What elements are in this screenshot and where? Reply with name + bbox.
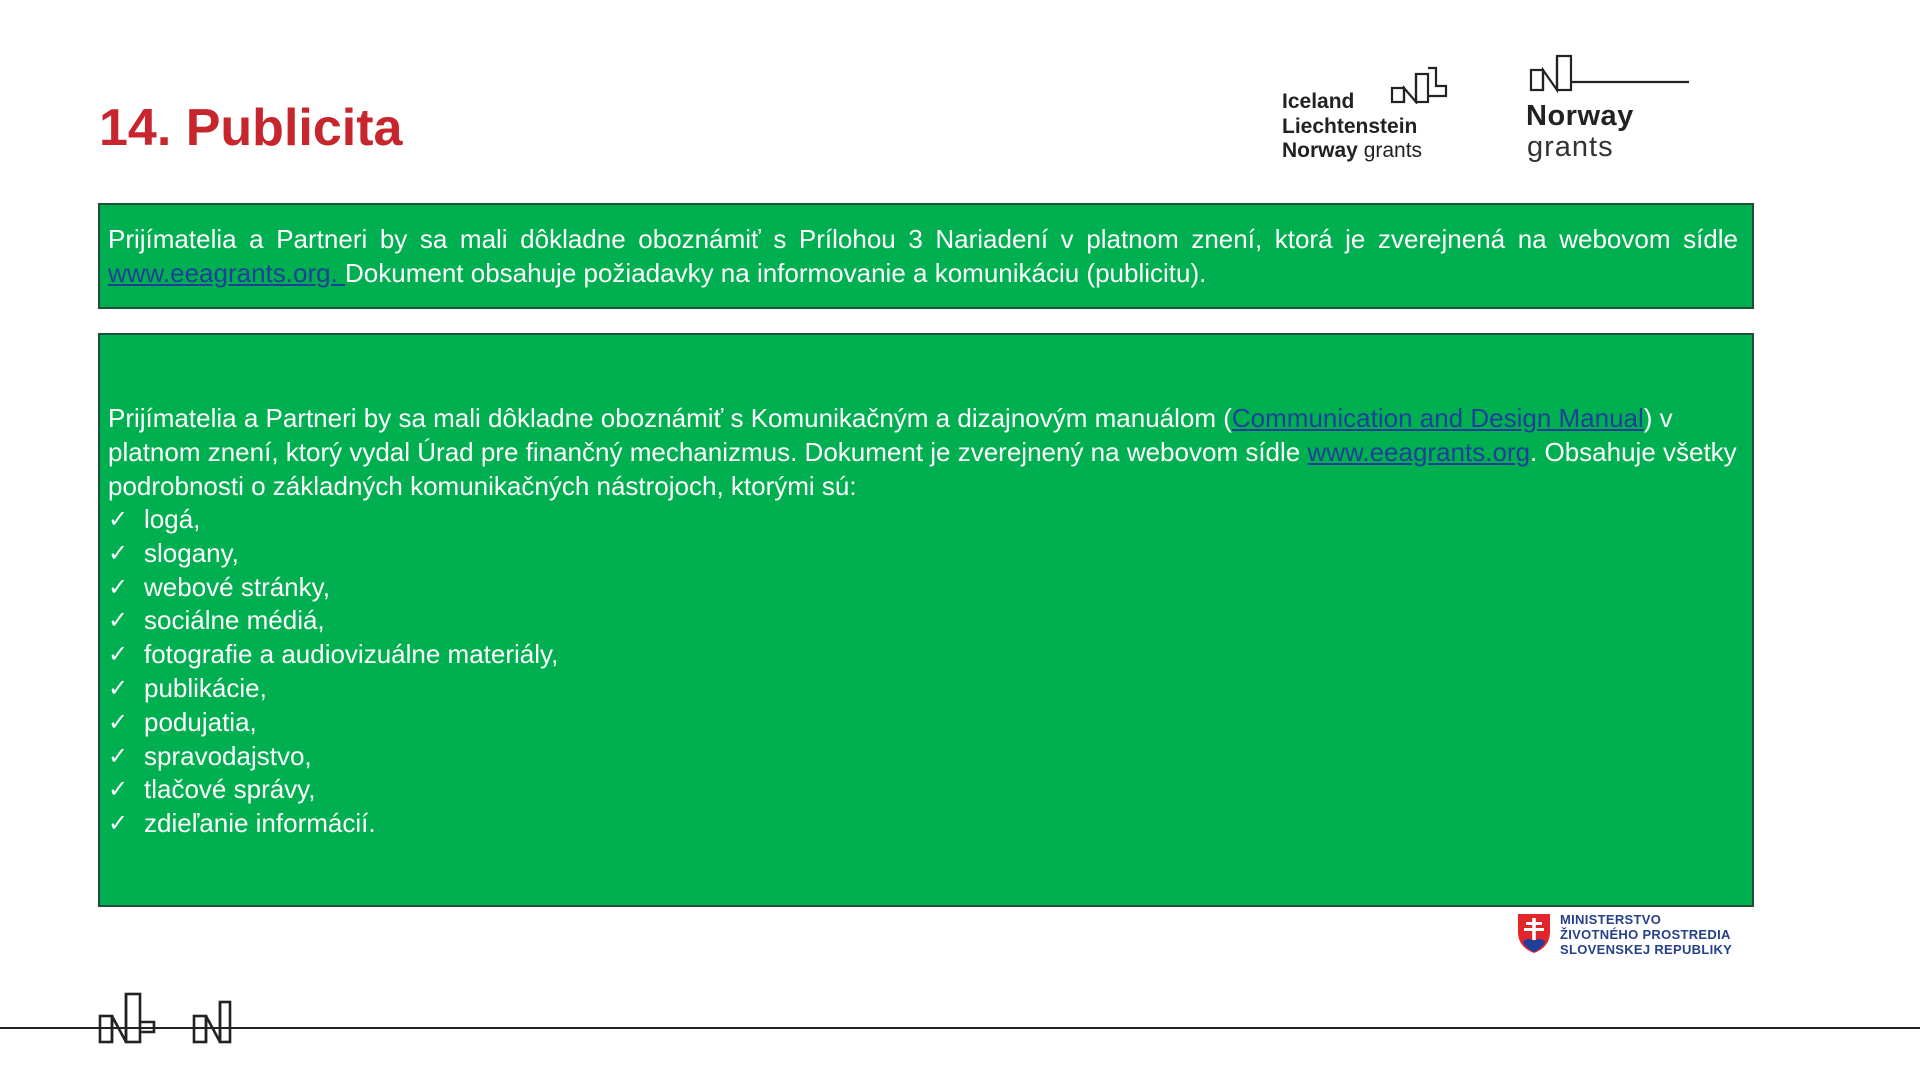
- intro-info-box: [98, 203, 1754, 309]
- design-manual-link[interactable]: Communication and Design Manual: [1231, 403, 1644, 433]
- slovak-coat-of-arms-icon: [1516, 912, 1552, 954]
- checkmark-icon: ✓: [108, 641, 129, 669]
- box1-text-before: Prijímatelia a Partneri by sa mali dôkladne oboznámiť s Prílohou 3 Nariadení v platnom znení, ktorá je zverejnená na webovom sídle: [108, 224, 1738, 254]
- list-item: ✓ webové stránky,: [108, 571, 1738, 605]
- communication-tools-list: [108, 503, 1738, 841]
- checkmark-icon: ✓: [108, 573, 129, 601]
- list-item: ✓ podujatia,: [108, 706, 1738, 740]
- ministry-text: [1560, 912, 1732, 957]
- ministry-line-3: SLOVENSKEJ REPUBLIKY: [1560, 942, 1733, 957]
- logo-line-grants: grants: [1357, 139, 1423, 162]
- eeagrants-link[interactable]: www.eeagrants.org.: [108, 258, 346, 288]
- box2-text-middle: ) v platnom znení, ktorý vydal Úrad pre finančný mechanizmus. Dokument je zverejnený na webovom sídle: [108, 403, 1673, 467]
- checkmark-icon: ✓: [108, 810, 129, 838]
- list-item: ✓ slogany,: [108, 537, 1738, 571]
- list-item: ✓ publikácie,: [108, 672, 1738, 706]
- logo-line-iceland: Iceland: [1282, 90, 1355, 113]
- box2-text-before: Prijímatelia a Partneri by sa mali dôkladne oboznámiť s Komunikačným a dizajnovým manuálom (: [108, 403, 1232, 433]
- logo-line-liechtenstein: Liechtenstein: [1282, 114, 1418, 138]
- communication-manual-box: [98, 333, 1754, 907]
- norway-word: Norway: [1526, 100, 1634, 132]
- grants-word: grants: [1527, 131, 1614, 163]
- checkmark-icon: ✓: [108, 607, 129, 635]
- ministry-line-1: MINISTERSTVO: [1560, 912, 1662, 927]
- footer-building-mark-icon: [98, 990, 234, 1046]
- iceland-liechtenstein-norway-grants-logo: [1282, 66, 1472, 166]
- box2-text-after: . Obsahuje všetky podrobnosti o základných komunikačných nástrojoch, ktorými sú:: [108, 437, 1737, 501]
- list-item: ✓ sociálne médiá,: [108, 604, 1738, 638]
- ministry-logo: [1516, 912, 1756, 962]
- list-item: ✓ zdieľanie informácií.: [108, 807, 1738, 841]
- iln-logo-text: [1282, 90, 1422, 164]
- checkmark-icon: ✓: [108, 742, 129, 770]
- checkmark-icon: ✓: [108, 708, 129, 736]
- checkmark-icon: ✓: [108, 674, 129, 702]
- checkmark-icon: ✓: [108, 776, 129, 804]
- list-item: ✓ logá,: [108, 503, 1738, 537]
- norway-grants-logo: [1526, 54, 1691, 164]
- list-item: ✓ fotografie a audiovizuálne materiály,: [108, 638, 1738, 672]
- list-item: ✓ tlačové správy,: [108, 773, 1738, 807]
- box1-text-after: Dokument obsahuje požiadavky na informovanie a komunikáciu (publicitu).: [345, 258, 1207, 288]
- eeagrants-link-2[interactable]: www.eeagrants.org: [1307, 437, 1531, 467]
- list-item: ✓ spravodajstvo,: [108, 740, 1738, 774]
- checkmark-icon: ✓: [108, 539, 129, 567]
- page-title: 14. Publicita: [99, 99, 403, 157]
- checkmark-icon: ✓: [108, 506, 129, 533]
- ministry-line-2: ŽIVOTNÉHO PROSTREDIA: [1560, 927, 1731, 942]
- logo-line-norway: Norway: [1282, 139, 1358, 162]
- footer-divider: [0, 1027, 1920, 1029]
- box2-paragraph: [108, 401, 1738, 503]
- building-mark-icon: [1529, 54, 1691, 96]
